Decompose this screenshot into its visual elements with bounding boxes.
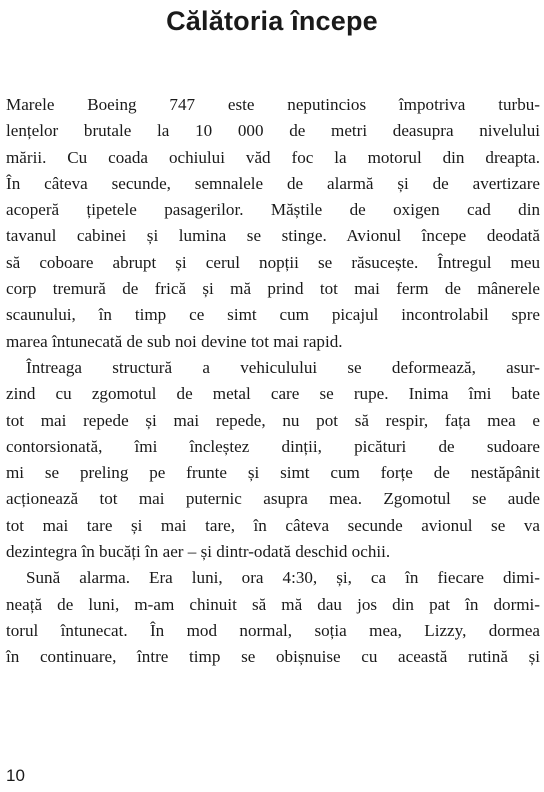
paragraph-2: [6, 355, 540, 565]
text-line: mării. Cu coada ochiului văd foc la motorul din dreapta.: [6, 147, 540, 167]
text-line: tavanul cabinei și lumina se stinge. Avionul începe deodată: [6, 226, 540, 246]
text-line: tot mai tare și mai tare, în câteva secunde avionul se va: [6, 515, 540, 535]
text-line: mi se preling pe frunte și simt cum forțe de nestăpânit: [6, 463, 540, 483]
text-line: în continuare, între timp se obișnuise cu această rutină și: [6, 647, 540, 667]
text-line: Marele Boeing 747 este neputincios împotriva turbu-: [6, 95, 540, 114]
text-line: lențelor brutale la 10 000 de metri deasupra nivelului: [6, 121, 540, 141]
text-line: să coboare abrupt și cerul nopții se răsucește. Întregul meu: [6, 252, 540, 272]
text-line: scaunului, în timp ce simt cum picajul incontrolabil spre: [6, 305, 540, 325]
text-line: Întreaga structură a vehiculului se deformează, asur-: [26, 357, 540, 377]
text-line: acoperă țipetele pasagerilor. Măștile de oxigen cad din: [6, 200, 540, 220]
text-line: Sună alarma. Era luni, ora 4:30, și, ca în fiecare dimi-: [26, 568, 540, 588]
text-line: tot mai repede și mai repede, nu pot să respir, fața mea e: [6, 410, 540, 430]
text-line: acționează tot mai puternic asupra mea. Zgomotul se aude: [6, 489, 540, 509]
text-line: dezintegra în bucăți în aer – și dintr-odată deschid ochii.: [6, 542, 391, 562]
text-line: corp tremură de frică și mă prind tot mai ferm de mânerele: [6, 279, 540, 299]
paragraph-3: [6, 565, 540, 670]
text-line: neață de luni, m-am chinuit să mă dau jos din pat în dormi-: [6, 594, 540, 614]
paragraph-1: [6, 92, 540, 355]
chapter-title: Călătoria începe: [166, 6, 378, 36]
body-text: [6, 92, 540, 671]
text-line: torul întunecat. În mod normal, soția mea, Lizzy, dormea: [6, 620, 540, 640]
text-line: În câteva secunde, semnalele de alarmă și de avertizare: [6, 173, 540, 193]
text-line: zind cu zgomotul de metal care se rupe. Inima îmi bate: [6, 384, 540, 404]
page-number: 10: [6, 766, 25, 785]
text-line: contorsionată, îmi încleștez dinții, picături de sudoare: [6, 436, 540, 456]
text-line: marea întunecată de sub noi devine tot mai rapid.: [6, 331, 343, 351]
